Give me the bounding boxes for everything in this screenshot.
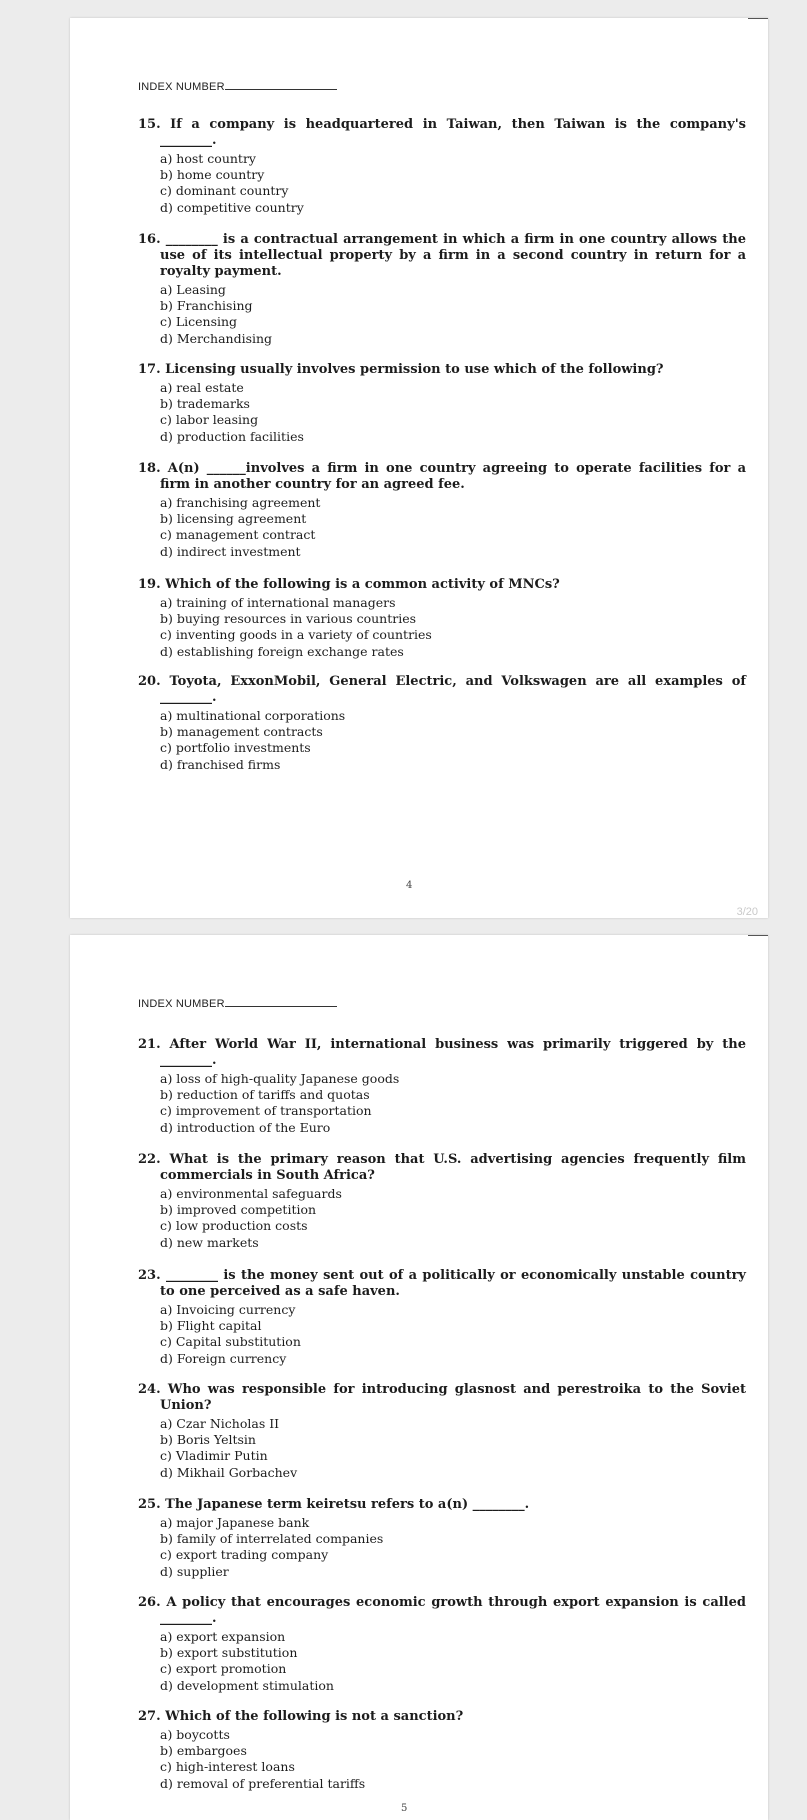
answer-option: d) development stimulation (160, 1677, 334, 1693)
answer-options (160, 1629, 746, 1694)
answer-option: b) Franchising (160, 298, 253, 314)
answer-option: c) management contract (160, 527, 316, 543)
question-25 (138, 1497, 746, 1580)
answer-options (160, 1515, 746, 1580)
answer-options (160, 1071, 746, 1136)
page-counter: 3/20 (736, 906, 758, 918)
answer-option: b) family of interrelated companies (160, 1531, 384, 1547)
answer-option: d) production facilities (160, 428, 304, 444)
question-text: 17. Licensing usually involves permission to use which of the following? (138, 362, 664, 377)
answer-option: d) Merchandising (160, 330, 273, 346)
index-number-label: INDEX NUMBER (138, 81, 225, 93)
index-number-field (138, 997, 337, 1010)
answer-option: b) Boris Yeltsin (160, 1432, 256, 1448)
answer-option: b) licensing agreement (160, 511, 307, 527)
question-text: 22. What is the primary reason that U.S. advertising agencies frequently film commercials in South Africa? (138, 1152, 746, 1183)
answer-option: c) export promotion (160, 1661, 287, 1677)
question-24 (138, 1382, 746, 1481)
answer-option: d) new markets (160, 1234, 259, 1250)
question-15 (138, 117, 746, 216)
answer-option: c) portfolio investments (160, 740, 311, 756)
answer-option: b) home country (160, 167, 265, 183)
answer-option: b) Flight capital (160, 1318, 262, 1334)
answer-option: d) competitive country (160, 199, 304, 215)
answer-option: b) export substitution (160, 1645, 298, 1661)
answer-option: d) Foreign currency (160, 1350, 287, 1366)
answer-option: a) boycotts (160, 1727, 230, 1742)
question-22 (138, 1152, 746, 1251)
answer-option: a) export expansion (160, 1629, 286, 1644)
answer-options (160, 1186, 746, 1251)
answer-options (160, 380, 746, 445)
answer-option: d) introduction of the Euro (160, 1119, 331, 1135)
answer-options (160, 1416, 746, 1481)
answer-option: c) Vladimir Putin (160, 1448, 268, 1464)
question-17 (138, 362, 746, 445)
answer-option: a) Czar Nicholas II (160, 1416, 280, 1431)
answer-option: c) dominant country (160, 183, 289, 199)
question-20 (138, 674, 746, 773)
page-edge-line (748, 935, 768, 936)
answer-option: a) loss of high-quality Japanese goods (160, 1071, 400, 1086)
answer-option: a) major Japanese bank (160, 1515, 310, 1530)
answer-option: c) export trading company (160, 1547, 329, 1563)
question-text: 25. The Japanese term keiretsu refers to a(n) ________. (138, 1497, 530, 1512)
answer-option: a) franchising agreement (160, 495, 321, 510)
answer-option: b) reduction of tariffs and quotas (160, 1087, 370, 1103)
question-23 (138, 1268, 746, 1367)
answer-option: d) franchised firms (160, 756, 281, 772)
page-number: 4 (406, 880, 413, 891)
answer-options (160, 708, 746, 773)
answer-options (160, 1727, 746, 1792)
question-19 (138, 577, 746, 660)
answer-option: c) labor leasing (160, 412, 259, 428)
exam-page-5 (70, 935, 768, 1820)
answer-option: a) real estate (160, 380, 244, 395)
answer-option: b) embargoes (160, 1743, 247, 1759)
answer-option: d) indirect investment (160, 543, 301, 559)
answer-option: a) multinational corporations (160, 708, 346, 723)
answer-option: c) Capital substitution (160, 1334, 301, 1350)
index-number-blank (225, 997, 337, 1007)
answer-options (160, 1302, 746, 1367)
answer-option: d) Mikhail Gorbachev (160, 1464, 298, 1480)
question-text: 27. Which of the following is not a sanction? (138, 1709, 464, 1724)
answer-options (160, 151, 746, 216)
answer-option: b) buying resources in various countries (160, 611, 417, 627)
question-16 (138, 232, 746, 347)
index-number-label: INDEX NUMBER (138, 998, 225, 1010)
answer-option: d) removal of preferential tariffs (160, 1775, 366, 1791)
answer-option: a) environmental safeguards (160, 1186, 342, 1201)
answer-option: c) improvement of transportation (160, 1103, 372, 1119)
answer-option: a) Leasing (160, 282, 226, 297)
answer-option: a) host country (160, 151, 256, 166)
question-text: 20. Toyota, ExxonMobil, General Electric, and Volkswagen are all examples of ________. (138, 674, 746, 705)
question-18 (138, 461, 746, 560)
index-number-blank (225, 80, 337, 90)
question-text: 24. Who was responsible for introducing glasnost and perestroika to the Soviet Union? (138, 1382, 746, 1413)
answer-option: c) low production costs (160, 1218, 308, 1234)
answer-options (160, 595, 746, 660)
answer-option: c) high-interest loans (160, 1759, 295, 1775)
exam-page-4 (70, 18, 768, 918)
question-text: 21. After World War II, international business was primarily triggered by the ________. (138, 1037, 746, 1068)
page-number: 5 (401, 1803, 408, 1814)
answer-option: b) trademarks (160, 396, 250, 412)
index-number-field (138, 80, 337, 93)
question-text: 18. A(n) ______involves a firm in one country agreeing to operate facilities for a firm in another country for an agreed fee. (138, 461, 746, 492)
answer-option: b) management contracts (160, 724, 323, 740)
question-text: 23. ________ is the money sent out of a politically or economically unstable country to one perceived as a safe haven. (138, 1268, 746, 1299)
answer-option: d) supplier (160, 1563, 229, 1579)
answer-option: d) establishing foreign exchange rates (160, 643, 404, 659)
answer-option: c) inventing goods in a variety of countries (160, 627, 432, 643)
answer-option: c) Licensing (160, 314, 238, 330)
answer-options (160, 495, 746, 560)
page-edge-line (748, 18, 768, 19)
answer-option: a) training of international managers (160, 595, 396, 610)
answer-options (160, 282, 746, 347)
answer-option: b) improved competition (160, 1202, 317, 1218)
question-21 (138, 1037, 746, 1136)
question-text: 16. ________ is a contractual arrangement in which a firm in one country allows the use of its intellectual property by a firm in a second country in return for a royalty payment. (138, 232, 746, 279)
question-text: 26. A policy that encourages economic growth through export expansion is called ________. (138, 1595, 746, 1626)
question-27 (138, 1709, 746, 1792)
question-text: 19. Which of the following is a common activity of MNCs? (138, 577, 560, 592)
question-26 (138, 1595, 746, 1694)
question-text: 15. If a company is headquartered in Taiwan, then Taiwan is the company's ________. (138, 117, 746, 148)
answer-option: a) Invoicing currency (160, 1302, 296, 1317)
